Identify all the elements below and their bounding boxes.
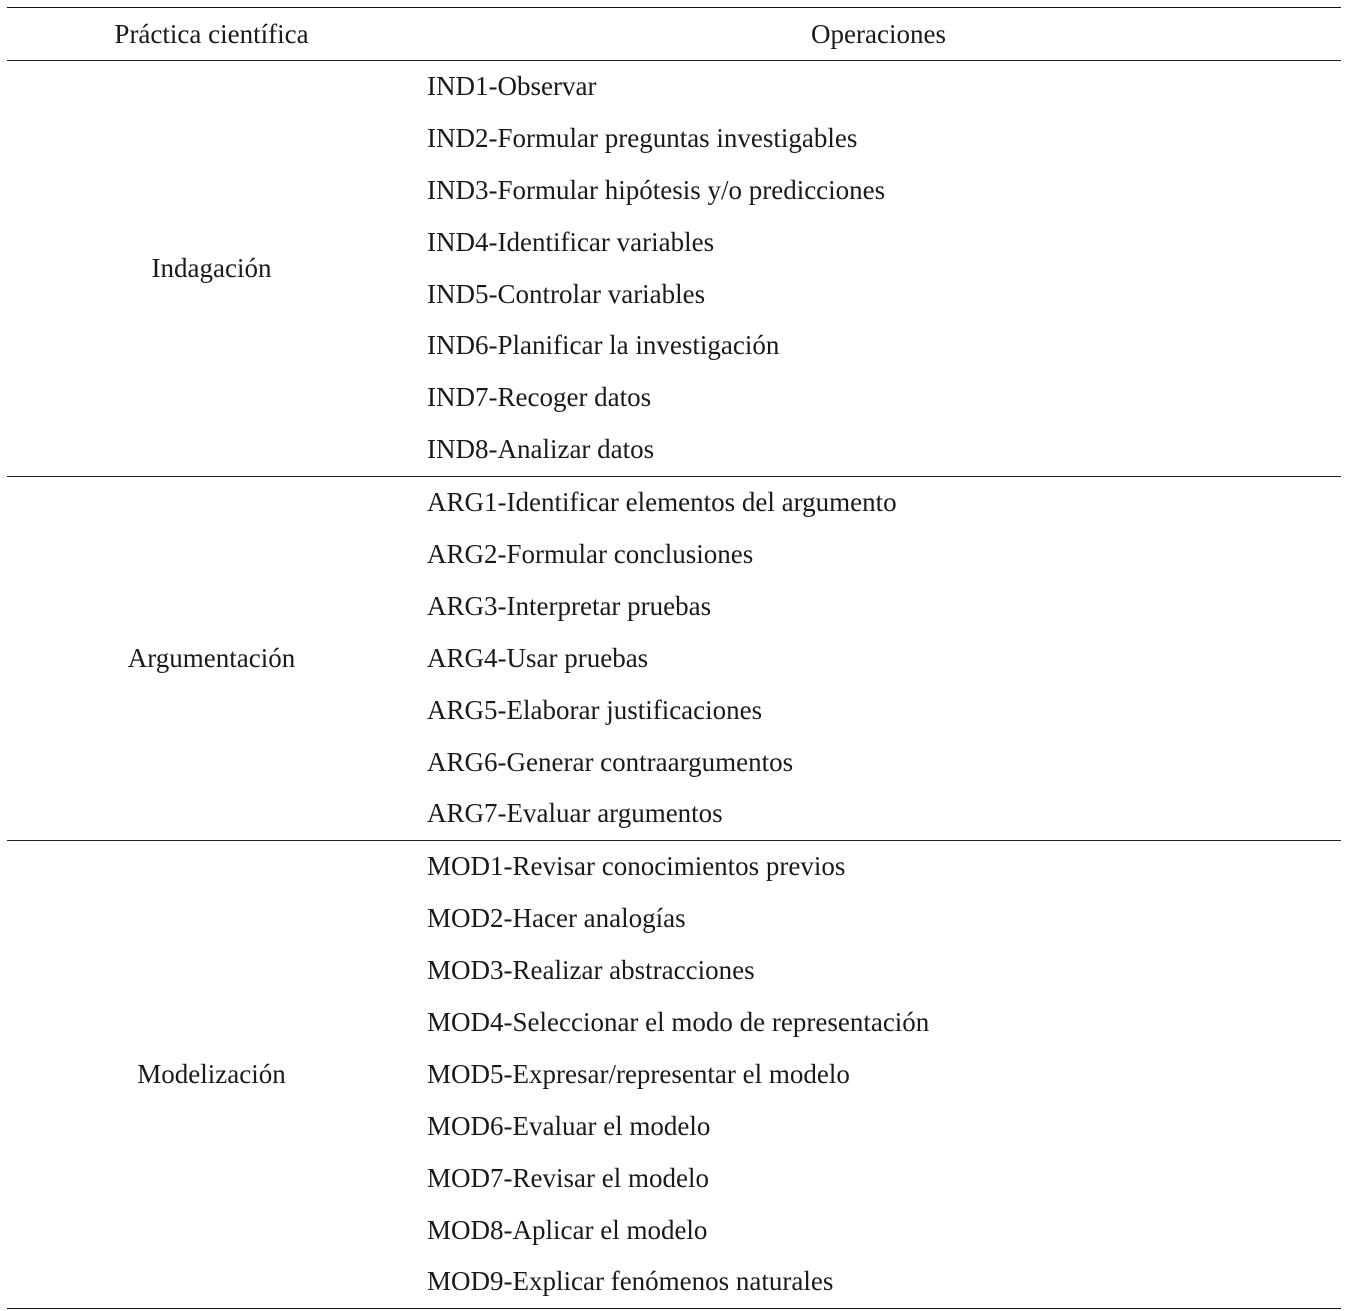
operations-cell: [416, 61, 1341, 476]
practices-table: [7, 7, 1341, 1309]
operation-item: IND8-Analizar datos: [427, 434, 655, 465]
practice-cell: Indagación: [151, 253, 272, 284]
bottom-rule: [7, 1308, 1341, 1309]
operation-item: ARG2-Formular conclusiones: [427, 539, 754, 570]
table-body: [7, 61, 1341, 1309]
operation-item: MOD8-Aplicar el modelo: [427, 1214, 708, 1245]
operation-item: IND2-Formular preguntas investigables: [427, 122, 858, 153]
operation-item: MOD1-Revisar conocimientos previos: [427, 851, 846, 882]
operation-item: IND4-Identificar variables: [427, 226, 715, 257]
practice-cell: Argumentación: [127, 643, 296, 674]
operation-item: ARG1-Identificar elementos del argumento: [427, 487, 897, 518]
table-group-2: [7, 477, 1341, 840]
operation-item: IND3-Formular hipótesis y/o predicciones: [427, 174, 886, 205]
operation-item: MOD9-Explicar fenómenos naturales: [427, 1266, 834, 1297]
operation-item: IND7-Recoger datos: [427, 382, 652, 413]
table-group-3: [7, 841, 1341, 1308]
practice-cell: Modelización: [137, 1059, 286, 1090]
operation-item: MOD2-Hacer analogías: [427, 903, 686, 934]
operations-cell: [416, 841, 1341, 1308]
operation-item: ARG5-Elaborar justificaciones: [427, 694, 763, 725]
operation-item: MOD4-Seleccionar el modo de representación: [427, 1007, 930, 1038]
operations-cell: [416, 477, 1341, 840]
operation-item: IND6-Planificar la investigación: [427, 330, 780, 361]
operation-item: ARG3-Interpretar pruebas: [427, 590, 712, 621]
operation-item: MOD7-Revisar el modelo: [427, 1162, 709, 1193]
table-group-1: [7, 61, 1341, 476]
operation-item: MOD5-Expresar/representar el modelo: [427, 1058, 850, 1089]
operation-item: ARG7-Evaluar argumentos: [427, 798, 723, 829]
operation-item: IND1-Observar: [427, 71, 597, 101]
operation-item: MOD6-Evaluar el modelo: [427, 1110, 711, 1141]
header-operations: Operaciones: [811, 18, 946, 49]
operation-item: ARG6-Generar contraargumentos: [427, 746, 794, 777]
header-practice: Práctica científica: [114, 18, 309, 49]
operation-item: IND5-Controlar variables: [427, 278, 706, 309]
table-header: [7, 8, 1341, 60]
operation-item: ARG4-Usar pruebas: [427, 642, 649, 673]
operation-item: MOD3-Realizar abstracciones: [427, 955, 755, 986]
